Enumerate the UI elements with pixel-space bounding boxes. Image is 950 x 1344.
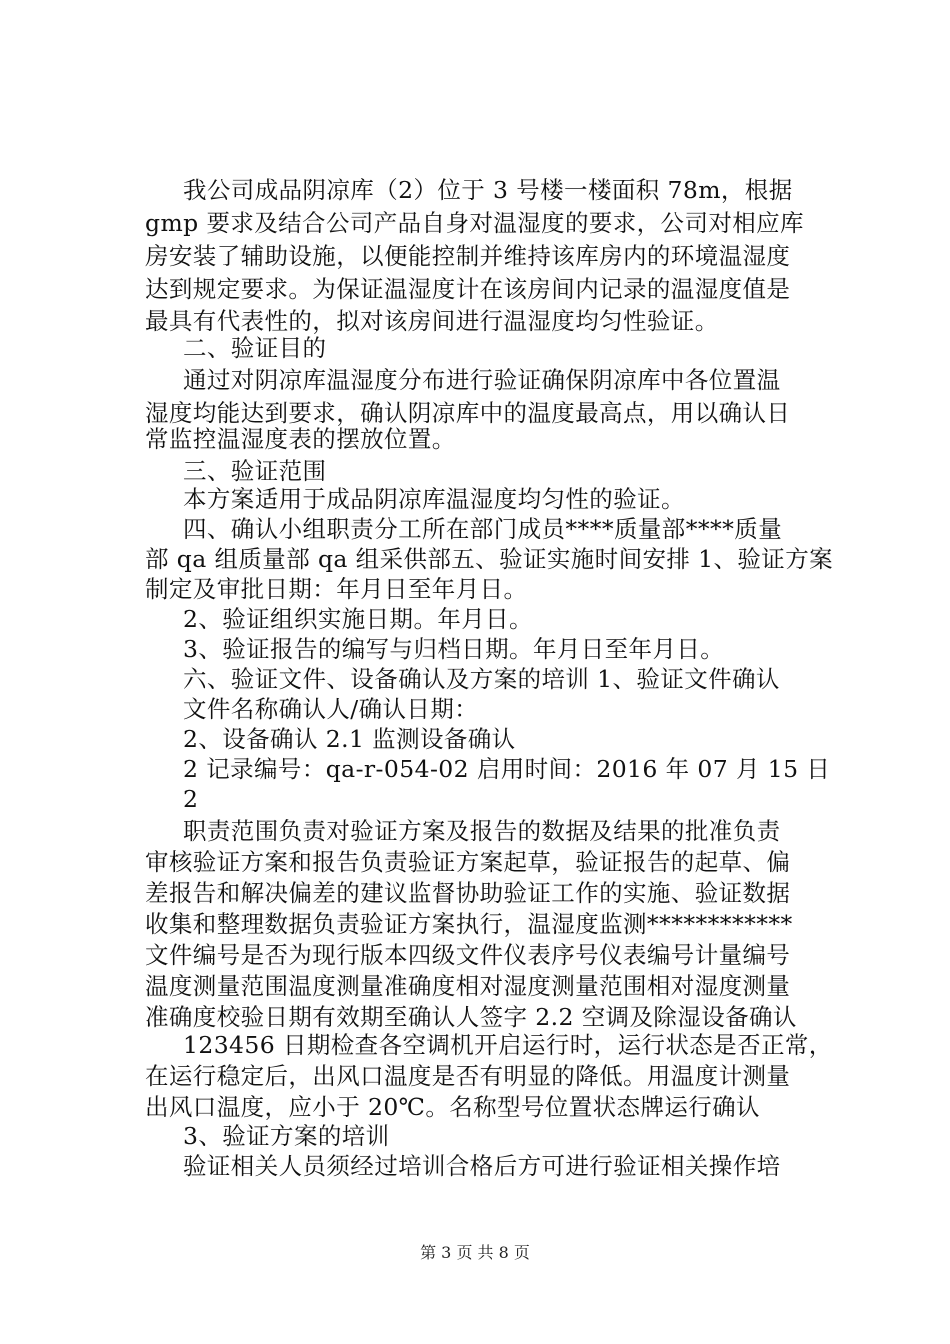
- body-line-27: 温度测量范围温度测量准确度相对湿度测量范围相对湿度测量: [145, 972, 791, 1000]
- body-line-29: 123456 日期检查各空调机开启运行时，运行状态是否正常，: [183, 1031, 833, 1059]
- body-line-22: 职责范围负责对验证方案及报告的数据及结果的批准负责: [183, 817, 781, 845]
- body-line-7: 通过对阴凉库温湿度分布进行验证确保阴凉库中各位置温: [183, 366, 781, 394]
- body-line-14: 制定及审批日期：年月日至年月日。: [145, 575, 528, 603]
- body-line-1: 我公司成品阴凉库（2）位于 3 号楼一楼面积 78m，根据: [183, 176, 793, 204]
- body-line-25: 收集和整理数据负责验证方案执行，温湿度监测************: [145, 910, 793, 938]
- body-line-32: 3、验证方案的培训: [183, 1122, 390, 1150]
- body-line-11: 本方案适用于成品阴凉库温湿度均匀性的验证。: [183, 485, 685, 513]
- body-line-15: 2、验证组织实施日期。年月日。: [183, 605, 533, 633]
- body-line-18: 文件名称确认人/确认日期：: [183, 695, 479, 723]
- body-line-9: 常监控温湿度表的摆放位置。: [145, 425, 456, 453]
- body-line-33: 验证相关人员须经过培训合格后方可进行验证相关操作培: [183, 1152, 781, 1180]
- body-line-23: 审核验证方案和报告负责验证方案起草，验证报告的起草、偏: [145, 848, 791, 876]
- body-line-26: 文件编号是否为现行版本四级文件仪表序号仪表编号计量编号: [145, 941, 791, 969]
- section-heading-scope: 三、验证范围: [183, 457, 327, 485]
- body-line-28: 准确度校验日期有效期至确认人签字 2.2 空调及除湿设备确认: [145, 1003, 797, 1031]
- body-line-30: 在运行稳定后，出风口温度是否有明显的降低。用温度计测量: [145, 1062, 791, 1090]
- body-line-21: 2: [183, 785, 199, 813]
- body-line-5: 最具有代表性的，拟对该房间进行温湿度均匀性验证。: [145, 307, 719, 335]
- body-line-4: 达到规定要求。为保证温湿度计在该房间内记录的温湿度值是: [145, 275, 791, 303]
- body-line-2: gmp 要求及结合公司产品自身对温湿度的要求，公司对相应库: [145, 209, 804, 237]
- body-line-13: 部 qa 组质量部 qa 组采供部五、验证实施时间安排 1、验证方案: [145, 545, 834, 573]
- body-line-12: 四、确认小组职责分工所在部门成员****质量部****质量: [183, 515, 783, 543]
- body-line-3: 房安装了辅助设施，以便能控制并维持该库房内的环境温湿度: [145, 242, 791, 270]
- page-footer: 第 3 页 共 8 页: [420, 1243, 530, 1262]
- body-line-19: 2、设备确认 2.1 监测设备确认: [183, 725, 516, 753]
- body-line-24: 差报告和解决偏差的建议监督协助验证工作的实施、验证数据: [145, 879, 791, 907]
- body-line-31: 出风口温度，应小于 20℃。名称型号位置状态牌运行确认: [145, 1093, 760, 1121]
- section-heading-purpose: 二、验证目的: [183, 334, 327, 362]
- body-line-16: 3、验证报告的编写与归档日期。年月日至年月日。: [183, 635, 725, 663]
- body-line-20: 2 记录编号：qa-r-054-02 启用时间：2016 年 07 月 15 日: [183, 755, 831, 783]
- body-line-8: 湿度均能达到要求，确认阴凉库中的温度最高点，用以确认日: [145, 399, 791, 427]
- body-line-17: 六、验证文件、设备确认及方案的培训 1、验证文件确认: [183, 665, 780, 693]
